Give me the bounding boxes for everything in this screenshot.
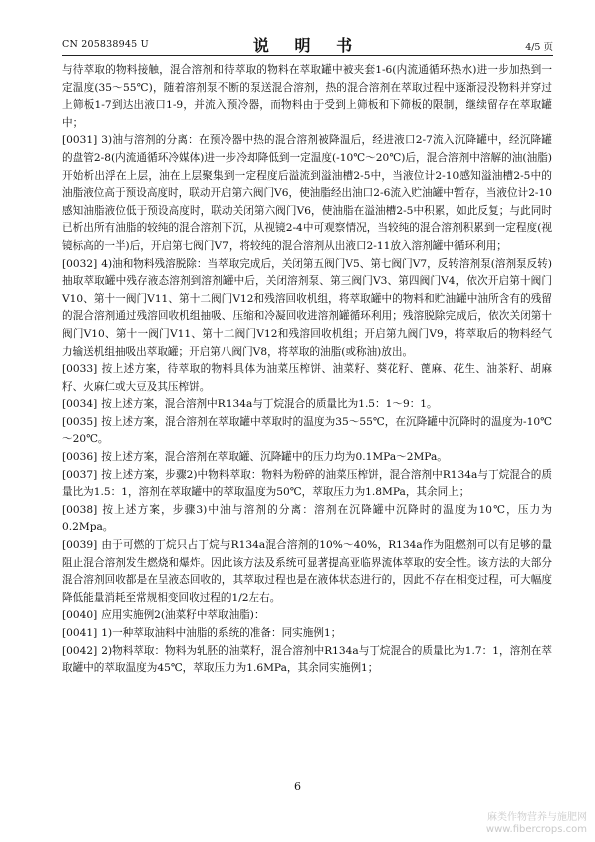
paragraph-0037 (62, 467, 552, 502)
page-header (62, 33, 553, 56)
paragraph-tag: [0033] (62, 363, 98, 376)
paragraph-text: 3)油与溶剂的分离：在预冷器中热的混合溶剂被降温后，经进液口2-7流入沉降罐中，经沉降罐的盘管2-8(内流通循环冷媒体)进一步冷却降低到一定温度(-10℃～20℃)后，混合溶剂中溶解的油(油脂)开始析出浮在上层，油在上层聚集到一定程度后溢流到溢油槽2-5中，当液位计2-10感知溢油槽2-5中的油脂液位高于预设高度时，联动开启第六阀门V6，使油脂经出油口2-6流入贮油罐中暂存，当液位计2-10感知油脂液位低于预设高度时，联动关闭第六阀门V6，使油脂在溢油槽2-5中积累，如此反复；与此同时已析出所有油脂的较纯的混合溶剂下沉，从视镜2-4中可观察情况，当较纯的混合溶剂积累到一定程度(视镜标高的一半)后，开启第七阀门V7，将较纯的混合溶剂从出液口2-11放入溶剂罐中循环利用； (62, 134, 552, 252)
paragraph-text: 4)油和物料残溶脱除：当萃取完成后，关闭第五阀门V5、第七阀门V7，反转溶剂泵(溶剂泵反转)抽取萃取罐中残存液态溶剂到溶剂罐中后，关闭溶剂泵、第三阀门V3、第四阀门V4，依次开启第十阀门V10、第十一阀门V11、第十二阀门V12和残溶回收机组，将萃取罐中的物料和贮油罐中油所含有的残留的混合溶剂通过残溶回收机组抽吸、压缩和冷凝回收进溶剂罐循环利用；残溶脱除完成后，依次关闭第十阀门V10、第十一阀门V11、第十二阀门V12和残溶回收机组；开启第九阀门V9，将萃取后的物料经气力输送机组抽吸出萃取罐；开启第八阀门V8，将萃取的油脂(或称油)放出。 (62, 257, 552, 358)
paragraph-text: 按上述方案，混合溶剂在萃取罐、沉降罐中的压力均为0.1MPa～2MPa。 (101, 451, 448, 464)
paragraph-tag: [0032] (62, 257, 98, 270)
paragraph-tag: [0031] (62, 134, 98, 147)
paragraph-0031 (62, 132, 552, 255)
watermark-site-name: 麻类作物营养与施肥网 (487, 812, 587, 823)
paragraph-tag: [0037] (62, 468, 98, 481)
paragraph-tag: [0036] (62, 451, 98, 464)
paragraph-text: 按上述方案，步骤2)中物料萃取：物料为粉碎的油菜压榨饼，混合溶剂中R134a与丁烷混合的质量比为1.5：1，溶剂在萃取罐中的萃取温度为50℃，萃取压力为1.8MPa，其余同上； (62, 468, 552, 499)
paragraph-tag: [0039] (62, 539, 98, 552)
paragraph-text: 按上述方案，混合溶剂中R134a与丁烷混合的质量比为1.5：1～9：1。 (101, 398, 438, 411)
paragraph-text: 与待萃取的物料接触，混合溶剂和待萃取的物料在萃取罐中被夹套1-6(内流通循环热水)进一步加热到一定温度(35～55℃)，随着溶剂泵不断的泵送混合溶剂，热的混合溶剂在萃取过程中逐渐浸没物料并穿过上筛板1-7到达出液口1-9，并流入预冷器，而物料由于受到上筛板和下筛板的限制，继续留存在萃取罐中； (62, 64, 552, 129)
publication-number: CN 205838945 U (62, 39, 149, 50)
paragraph-0041 (62, 625, 552, 643)
paragraph-tag: [0040] (62, 609, 98, 622)
paragraph-text: 按上述方案，混合溶剂在萃取罐中萃取时的温度为35～55℃，在沉降罐中沉降时的温度为-10℃～20℃。 (62, 415, 552, 446)
paragraph-tag: [0041] (62, 627, 98, 639)
paragraph-0034 (62, 396, 552, 414)
paragraph-continued (62, 62, 552, 132)
paragraph-tag: [0038] (62, 503, 98, 516)
watermark-url: www.fibercrops.com (485, 824, 587, 835)
document-title: 说 明 书 (252, 36, 363, 55)
paragraph-text: 2)物料萃取：物料为轧胚的油菜籽，混合溶剂中R134a与丁烷混合的质量比为1.7：1，溶剂在萃取罐中的萃取温度为45℃，萃取压力为1.6MPa，其余同实施例1； (62, 644, 552, 675)
paragraph-text: 按上述方案，待萃取的物料具体为油菜压榨饼、油菜籽、葵花籽、蓖麻、花生、油茶籽、胡麻籽、火麻仁或大豆及其压榨饼。 (62, 363, 552, 393)
paragraph-0033 (62, 361, 552, 396)
paragraph-0038 (62, 502, 552, 537)
page-of-total: 4/5 页 (525, 42, 553, 53)
paragraph-text: 应用实施例2(油菜籽中萃取油脂)： (101, 609, 265, 622)
paragraph-0035 (62, 414, 552, 449)
document-body (62, 62, 552, 678)
paragraph-0042 (62, 643, 552, 678)
page-number: 6 (294, 780, 301, 793)
paragraph-text: 按上述方案，步骤3)中油与溶剂的分离：溶剂在沉降罐中沉降时的温度为10℃，压力为0.2Mpa。 (62, 503, 552, 534)
paragraph-0032 (62, 256, 552, 362)
paragraph-text: 1)一种萃取油料中油脂的系统的准备：同实施例1； (101, 627, 342, 639)
paragraph-0039 (62, 537, 552, 607)
paragraph-0040 (62, 607, 552, 625)
paragraph-tag: [0034] (62, 398, 98, 411)
paragraph-0036 (62, 449, 552, 467)
paragraph-tag: [0035] (62, 415, 98, 428)
watermark (486, 812, 587, 836)
paragraph-tag: [0042] (62, 644, 98, 657)
paragraph-text: 由于可燃的丁烷只占丁烷与R134a混合溶剂的10%～40%，R134a作为阻燃剂可以有足够的量阻止混合溶剂发生燃烧和爆炸。因此该方法及系统可显著提高亚临界流体萃取的安全性。该方法的大部分混合溶剂回收都是在呈液态回收的，其萃取过程也是在液体状态进行的，因此不存在相变过程，可大幅度降低能量消耗至常规相变回收过程的1/2左右。 (62, 539, 552, 604)
